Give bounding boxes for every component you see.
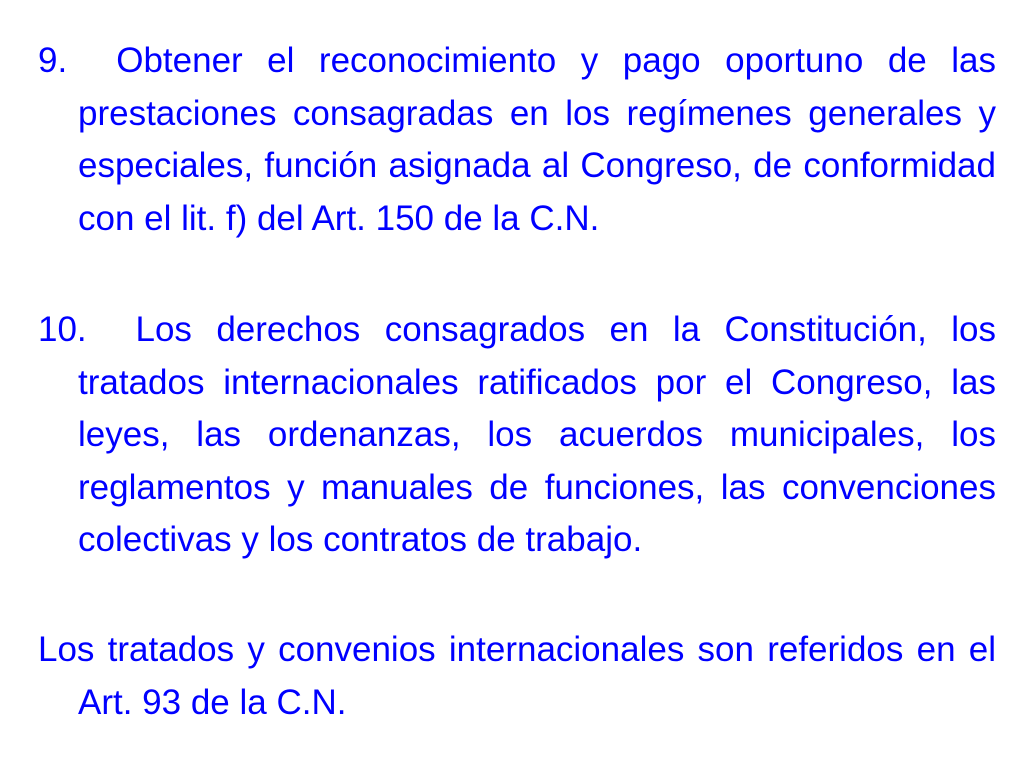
paragraph-item-10 xyxy=(38,304,996,567)
item-text: Los derechos consagrados en la Constitución, los tratados internacionales ratificados por el Congreso, las leyes, las ordenanzas, los acuerdos municipales, los reglamentos y manuales de funciones, las convenciones colectivas y los contratos de trabajo. xyxy=(78,310,996,559)
paragraph-item-9 xyxy=(38,35,996,245)
closing-text: Los tratados y convenios internacionales son referidos en el Art. 93 de la C.N. xyxy=(38,630,996,722)
item-number: 10. xyxy=(38,310,87,349)
item-text: Obtener el reconocimiento y pago oportuno de las prestaciones consagradas en los regímenes generales y especiales, función asignada al Congreso, de conformidad con el lit. f) del Art. 150 de la C.N. xyxy=(78,41,996,238)
item-number: 9. xyxy=(38,41,68,80)
closing-paragraph xyxy=(38,624,996,729)
